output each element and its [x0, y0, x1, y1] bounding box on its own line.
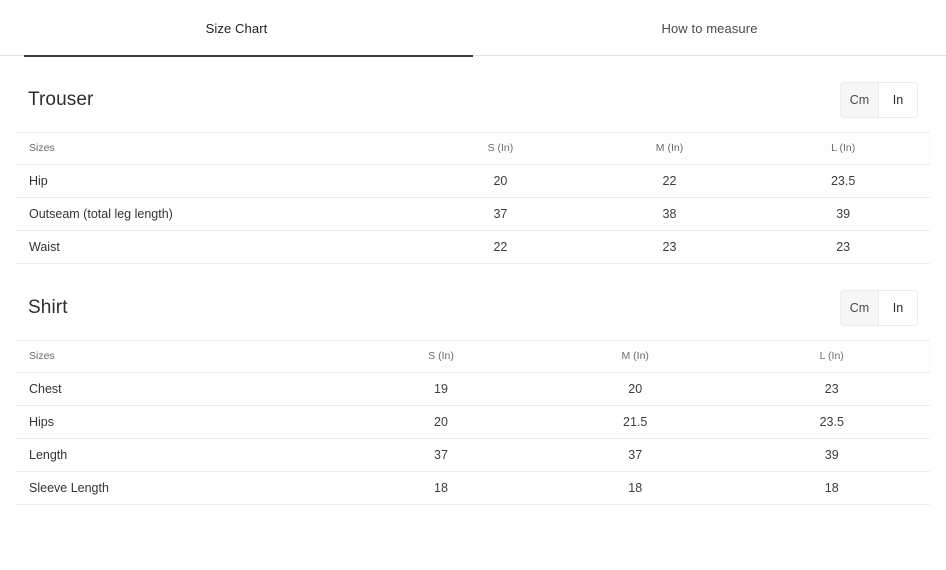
table-header-row — [16, 341, 930, 373]
cell-s: 19 — [345, 373, 537, 406]
table-trouser — [16, 132, 930, 264]
table-row — [16, 406, 930, 439]
unit-toggle-trouser[interactable] — [840, 82, 918, 118]
cell-l: 23.5 — [756, 165, 930, 198]
table-row — [16, 165, 930, 198]
column-header-m: M (In) — [583, 133, 757, 165]
column-header-l: L (In) — [756, 133, 930, 165]
row-label: Outseam (total leg length) — [16, 198, 418, 231]
column-header-s: S (In) — [418, 133, 583, 165]
tab-bar — [0, 0, 946, 56]
table-row — [16, 373, 930, 406]
unit-toggle-shirt[interactable] — [840, 290, 918, 326]
table-trouser-body — [16, 165, 930, 264]
cell-l: 39 — [733, 439, 930, 472]
tab-size-chart[interactable] — [0, 0, 473, 56]
table-row — [16, 439, 930, 472]
cell-l: 23 — [733, 373, 930, 406]
cell-m: 37 — [537, 439, 734, 472]
row-label: Length — [16, 439, 345, 472]
cell-m: 20 — [537, 373, 734, 406]
table-shirt-head — [16, 341, 930, 373]
row-label: Chest — [16, 373, 345, 406]
cell-l: 23 — [756, 231, 930, 264]
column-header-l: L (In) — [733, 341, 930, 373]
unit-button-cm-shirt[interactable]: Cm — [841, 291, 879, 325]
table-row — [16, 231, 930, 264]
column-header-sizes: Sizes — [16, 341, 345, 373]
section-shirt-title: Shirt — [28, 297, 68, 318]
row-label: Hip — [16, 165, 418, 198]
column-header-s: S (In) — [345, 341, 537, 373]
unit-button-cm-trouser[interactable]: Cm — [841, 83, 879, 117]
section-trouser — [0, 56, 946, 264]
cell-s: 20 — [345, 406, 537, 439]
unit-button-in-trouser[interactable]: In — [879, 83, 917, 117]
table-trouser-head — [16, 133, 930, 165]
cell-s: 37 — [345, 439, 537, 472]
cell-s: 22 — [418, 231, 583, 264]
section-shirt — [0, 264, 946, 505]
table-shirt-body — [16, 373, 930, 505]
cell-s: 37 — [418, 198, 583, 231]
tab-how-to-measure[interactable] — [473, 0, 946, 56]
cell-l: 23.5 — [733, 406, 930, 439]
table-header-row — [16, 133, 930, 165]
cell-m: 21.5 — [537, 406, 734, 439]
cell-l: 39 — [756, 198, 930, 231]
table-row — [16, 198, 930, 231]
cell-m: 18 — [537, 472, 734, 505]
tab-size-chart-label: Size Chart — [205, 20, 268, 36]
cell-l: 18 — [733, 472, 930, 505]
table-shirt — [16, 340, 930, 505]
column-header-m: M (In) — [537, 341, 734, 373]
cell-s: 18 — [345, 472, 537, 505]
section-trouser-header — [16, 56, 930, 132]
table-row — [16, 472, 930, 505]
row-label: Hips — [16, 406, 345, 439]
tab-how-to-measure-label: How to measure — [661, 20, 758, 36]
cell-s: 20 — [418, 165, 583, 198]
cell-m: 22 — [583, 165, 757, 198]
section-shirt-header — [16, 264, 930, 340]
row-label: Waist — [16, 231, 418, 264]
cell-m: 23 — [583, 231, 757, 264]
column-header-sizes: Sizes — [16, 133, 418, 165]
row-label: Sleeve Length — [16, 472, 345, 505]
section-trouser-title: Trouser — [28, 89, 94, 110]
cell-m: 38 — [583, 198, 757, 231]
unit-button-in-shirt[interactable]: In — [879, 291, 917, 325]
